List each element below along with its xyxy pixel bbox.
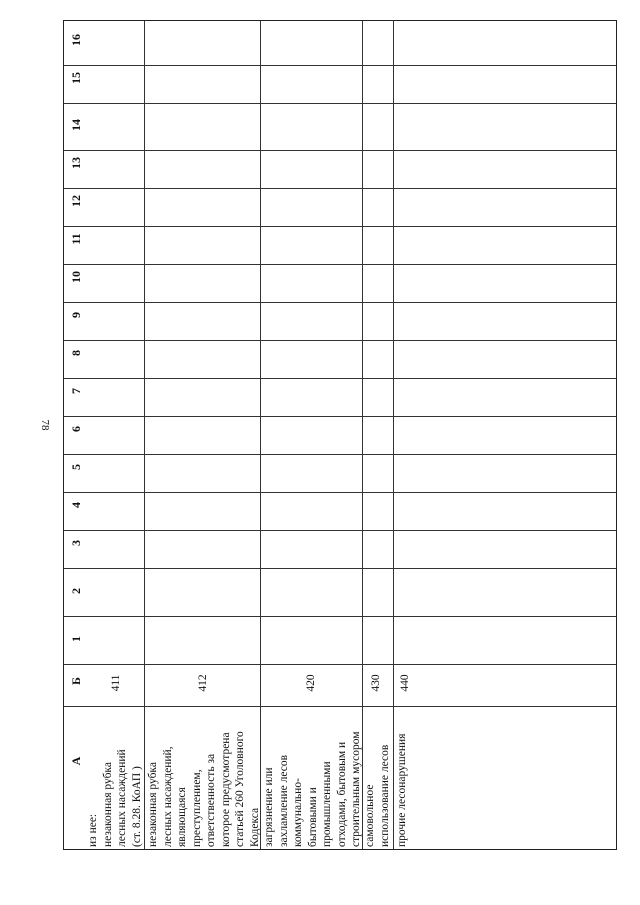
column-divider xyxy=(64,616,616,617)
row-label-412: незаконная рубка лесных насаждений, являющаяся преступлением, ответственность за которое предусмотрена статьей 260 Уголовного Кодекса xyxy=(147,731,261,847)
row-label-440: прочие лесонарушения xyxy=(396,733,408,847)
column-header-b: Б xyxy=(69,677,83,685)
column-divider xyxy=(64,103,616,104)
row-code-420: 420 xyxy=(305,674,317,692)
column-header-8: 8 xyxy=(69,350,83,356)
column-divider xyxy=(64,65,616,66)
page-number: 78 xyxy=(39,419,51,431)
column-divider xyxy=(64,226,616,227)
row-divider xyxy=(144,21,145,849)
row-divider xyxy=(393,21,394,849)
row-code-430: 430 xyxy=(370,674,382,692)
column-header-6: 6 xyxy=(69,426,83,432)
column-divider xyxy=(64,378,616,379)
column-divider xyxy=(64,150,616,151)
column-header-16: 16 xyxy=(69,34,83,46)
column-header-15: 15 xyxy=(69,72,83,84)
column-divider xyxy=(64,706,616,707)
column-divider xyxy=(64,454,616,455)
row-code-412: 412 xyxy=(197,674,209,692)
column-header-2: 2 xyxy=(69,588,83,594)
column-divider xyxy=(64,568,616,569)
row-code-440: 440 xyxy=(399,674,411,692)
column-header-12: 12 xyxy=(69,195,83,207)
row-label-420: загрязнение или захламление лесов коммунально- бытовыми и промышленными отходами, бытовым и строительным мусором xyxy=(263,731,362,847)
column-divider xyxy=(64,302,616,303)
row-code-411: 411 xyxy=(110,674,122,692)
column-header-14: 14 xyxy=(69,119,83,131)
column-header-a: А xyxy=(69,756,83,766)
row-label-430: самовольное использование лесов xyxy=(364,744,391,847)
statistics-table xyxy=(63,20,617,850)
column-header-3: 3 xyxy=(69,540,83,546)
column-divider xyxy=(64,340,616,341)
column-divider xyxy=(64,264,616,265)
column-divider xyxy=(64,530,616,531)
column-header-5: 5 xyxy=(69,464,83,470)
column-divider xyxy=(64,188,616,189)
column-header-4: 4 xyxy=(69,502,83,508)
column-header-9: 9 xyxy=(69,312,83,318)
column-divider xyxy=(64,416,616,417)
column-header-10: 10 xyxy=(69,271,83,283)
column-divider xyxy=(64,492,616,493)
column-header-11: 11 xyxy=(69,233,83,245)
column-divider xyxy=(64,664,616,665)
column-header-1: 1 xyxy=(69,636,83,642)
row-label-411: из нее: незаконная рубка лесных насаждений (ст. 8.28. КоАП ) xyxy=(87,749,143,847)
column-header-7: 7 xyxy=(69,388,83,394)
column-header-13: 13 xyxy=(69,157,83,169)
